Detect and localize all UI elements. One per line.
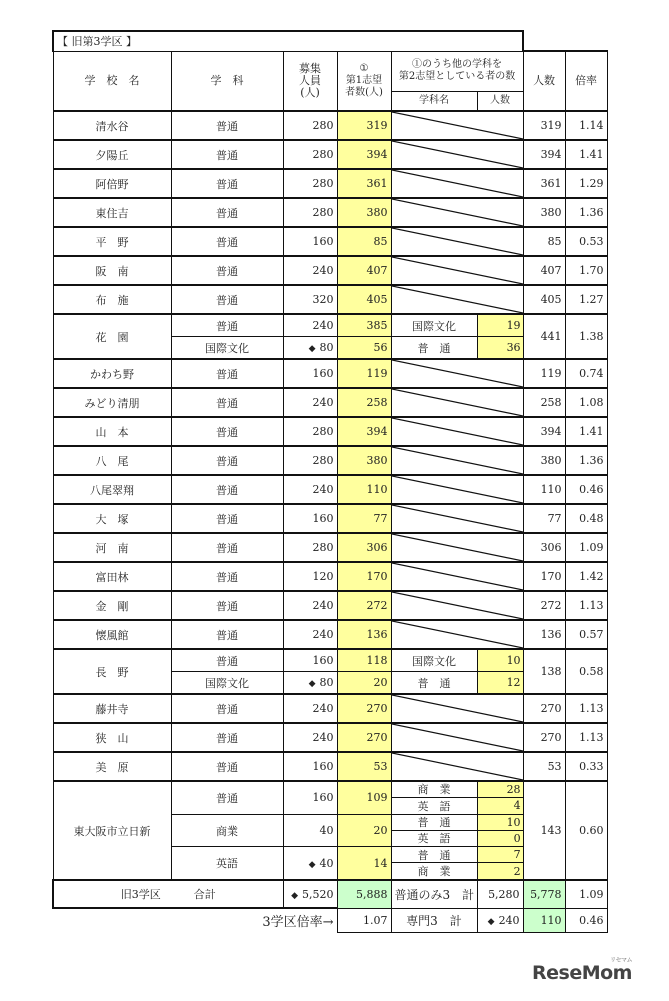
ratio: 0.33 [565, 752, 607, 781]
total-count: 270 [523, 694, 565, 723]
capacity [283, 620, 337, 649]
diamond-mark: ◆ [487, 916, 495, 927]
first-choice-count: 270 [337, 694, 391, 723]
no-second-choice-slash [391, 256, 523, 285]
second-dept-count: 36 [506, 341, 521, 354]
capacity-value: 160 [312, 235, 334, 248]
second-choice-count [477, 672, 523, 695]
first-choice-count: 380 [337, 446, 391, 475]
dept: 商業 [171, 814, 283, 847]
header-first-choice: ① 第1志望 者数(人) [337, 51, 391, 111]
special-label: 専門3 計 [391, 908, 477, 932]
ratio: 0.58 [565, 649, 607, 694]
total-count: 272 [523, 591, 565, 620]
no-second-choice-slash [391, 533, 523, 562]
no-second-choice-slash [391, 169, 523, 198]
capacity [283, 649, 337, 672]
capacity [283, 562, 337, 591]
dept: 普通 [171, 388, 283, 417]
district-title: 【 旧第3学区 】 [53, 31, 523, 51]
diamond-mark: ◆ [308, 859, 316, 870]
school-name: 懐風館 [53, 620, 171, 649]
first-choice-count: 380 [337, 198, 391, 227]
total-count: 380 [523, 198, 565, 227]
capacity [283, 111, 337, 140]
table-row [53, 752, 607, 781]
second-choice-count [477, 337, 523, 360]
capacity-value: 280 [312, 148, 334, 161]
capacity-value: 240 [312, 628, 334, 641]
ratio: 0.53 [565, 227, 607, 256]
dept: 普通 [171, 723, 283, 752]
ratio: 1.08 [565, 388, 607, 417]
capacity [283, 314, 337, 337]
second-dept-name: 普 通 [392, 815, 477, 831]
school-name: かわち野 [53, 359, 171, 388]
ratio: 1.41 [565, 140, 607, 169]
first-choice-count: 85 [337, 227, 391, 256]
ratio: 1.29 [565, 169, 607, 198]
dept: 国際文化 [171, 672, 283, 695]
dept: 普通 [171, 417, 283, 446]
total-count: 258 [523, 388, 565, 417]
summary-row [53, 880, 607, 908]
ratio: 1.27 [565, 285, 607, 314]
table-row [53, 504, 607, 533]
capacity [283, 169, 337, 198]
capacity [283, 388, 337, 417]
capacity [283, 723, 337, 752]
header-school: 学 校 名 [53, 51, 171, 111]
no-second-choice-slash [391, 111, 523, 140]
special-capacity [477, 908, 523, 932]
school-name: 河 南 [53, 533, 171, 562]
second-dept-count: 12 [506, 676, 521, 689]
diamond-mark: ◆ [308, 344, 316, 354]
general-ratio: 1.09 [565, 880, 607, 908]
second-dept-count: 19 [506, 319, 521, 332]
no-second-choice-slash [391, 504, 523, 533]
capacity-value: 240 [498, 913, 520, 927]
no-second-choice-slash [391, 198, 523, 227]
capacity-value: 240 [312, 483, 334, 496]
capacity-value: 160 [312, 791, 334, 805]
ratio: 1.38 [565, 314, 607, 359]
table-row [53, 694, 607, 723]
total-count: 306 [523, 533, 565, 562]
dept: 普通 [171, 694, 283, 723]
table-row [53, 256, 607, 285]
table-row [53, 723, 607, 752]
capacity [283, 475, 337, 504]
no-second-choice-slash [391, 591, 523, 620]
table-row [53, 446, 607, 475]
capacity [283, 446, 337, 475]
logo-text: ReseMom [532, 962, 632, 984]
second-dept-count: 7 [478, 847, 523, 863]
first-choice-count: 405 [337, 285, 391, 314]
first-choice-count: 272 [337, 591, 391, 620]
table-row [53, 649, 607, 672]
second-dept-count: 0 [513, 831, 521, 845]
first-choice-count: 394 [337, 140, 391, 169]
no-second-choice-slash [391, 694, 523, 723]
second-dept-count: 4 [513, 799, 521, 813]
total-count: 361 [523, 169, 565, 198]
school-name: 山 本 [53, 417, 171, 446]
table-row [53, 169, 607, 198]
total-count: 136 [523, 620, 565, 649]
total-count: 319 [523, 111, 565, 140]
capacity-value: 280 [312, 206, 334, 219]
capacity-value: 280 [312, 454, 334, 467]
dept: 普通 [171, 620, 283, 649]
second-dept-name: 国際文化 [412, 319, 456, 333]
second-choice-count [477, 649, 523, 672]
dept: 普通 [171, 533, 283, 562]
dept: 普通 [171, 227, 283, 256]
capacity [283, 781, 337, 814]
total-count: 441 [523, 314, 565, 359]
dept: 普通 [171, 752, 283, 781]
header-capacity: 募集 人員 (人) [283, 51, 337, 111]
summary-first-choice: 5,888 [337, 880, 391, 908]
second-choice-count [477, 781, 523, 814]
first-choice-count: 319 [337, 111, 391, 140]
first-choice-count: 20 [337, 814, 391, 847]
school-name: 阪 南 [53, 256, 171, 285]
total-count: 119 [523, 359, 565, 388]
no-second-choice-slash [391, 388, 523, 417]
first-choice-count: 118 [337, 649, 391, 672]
dept: 普通 [171, 446, 283, 475]
school-name: 平 野 [53, 227, 171, 256]
second-choice-dept [391, 814, 477, 847]
district-ratio: 1.07 [337, 908, 391, 932]
capacity-value: 160 [312, 760, 334, 773]
dept: 普通 [171, 285, 283, 314]
capacity [283, 752, 337, 781]
ratio: 1.09 [565, 533, 607, 562]
school-name: 布 施 [53, 285, 171, 314]
total-count: 394 [523, 140, 565, 169]
school-name: 大 塚 [53, 504, 171, 533]
school-name: 東大阪市立日新 [53, 781, 171, 880]
no-second-choice-slash [391, 475, 523, 504]
second-choice-count [477, 314, 523, 337]
table-row [53, 591, 607, 620]
capacity-value: 40 [319, 824, 334, 838]
capacity [283, 417, 337, 446]
header-ratio: 倍率 [565, 51, 607, 111]
capacity-value: 240 [312, 599, 334, 612]
second-dept-count: 10 [506, 654, 521, 667]
capacity [283, 591, 337, 620]
school-name: 夕陽丘 [53, 140, 171, 169]
district-ratio-label: 3学区倍率→ [262, 915, 334, 931]
no-second-choice-slash [391, 227, 523, 256]
table-row [53, 388, 607, 417]
header-total: 人数 [523, 51, 565, 111]
no-second-choice-slash [391, 562, 523, 591]
school-name: 八 尾 [53, 446, 171, 475]
school-name: みどり清朋 [53, 388, 171, 417]
dept: 普通 [171, 781, 283, 814]
dept: 普通 [171, 475, 283, 504]
dept: 普通 [171, 111, 283, 140]
ratio: 1.70 [565, 256, 607, 285]
no-second-choice-slash [391, 620, 523, 649]
total-count: 110 [523, 475, 565, 504]
second-choice-dept [391, 672, 477, 695]
table-row [53, 140, 607, 169]
second-choice-dept [391, 337, 477, 360]
first-choice-count: 14 [337, 847, 391, 880]
capacity-value: 240 [312, 731, 334, 744]
dept: 普通 [171, 591, 283, 620]
second-choice-dept [391, 314, 477, 337]
no-second-choice-slash [391, 752, 523, 781]
ratio: 1.13 [565, 723, 607, 752]
diamond-mark: ◆ [308, 679, 316, 689]
first-choice-count: 56 [337, 337, 391, 360]
table-row [53, 227, 607, 256]
ratio: 0.46 [565, 475, 607, 504]
first-choice-count: 110 [337, 475, 391, 504]
second-dept-name: 普 通 [392, 847, 477, 863]
second-choice-dept [391, 781, 477, 814]
capacity-value: 240 [312, 702, 334, 715]
capacity-value: 280 [312, 119, 334, 132]
special-ratio: 0.46 [565, 908, 607, 932]
first-choice-count: 119 [337, 359, 391, 388]
school-name: 花 園 [53, 314, 171, 359]
capacity [283, 694, 337, 723]
no-second-choice-slash [391, 417, 523, 446]
table-row [53, 533, 607, 562]
header-second-dept: 学科名 [391, 91, 477, 111]
dept: 普通 [171, 314, 283, 337]
capacity-value: 240 [312, 396, 334, 409]
capacity-value: 160 [312, 654, 334, 667]
first-choice-count: 394 [337, 417, 391, 446]
second-choice-count [477, 847, 523, 880]
ratio: 1.13 [565, 591, 607, 620]
total-count: 53 [523, 752, 565, 781]
header-dept: 学 科 [171, 51, 283, 111]
no-second-choice-slash [391, 723, 523, 752]
first-choice-count: 77 [337, 504, 391, 533]
capacity-value: 240 [312, 264, 334, 277]
table-row [53, 285, 607, 314]
capacity [283, 227, 337, 256]
second-choice-dept [391, 847, 477, 880]
school-name: 富田林 [53, 562, 171, 591]
table-row [53, 475, 607, 504]
capacity [283, 847, 337, 880]
school-name: 八尾翠翔 [53, 475, 171, 504]
ratio: 1.36 [565, 198, 607, 227]
capacity-value: 240 [312, 319, 334, 332]
dept: 普通 [171, 169, 283, 198]
first-choice-count: 109 [337, 781, 391, 814]
dept: 普通 [171, 649, 283, 672]
capacity [283, 140, 337, 169]
table-row [53, 620, 607, 649]
capacity-value: 160 [312, 512, 334, 525]
dept: 普通 [171, 359, 283, 388]
ratio: 0.57 [565, 620, 607, 649]
table-row [53, 359, 607, 388]
dept: 英語 [171, 847, 283, 880]
first-choice-count: 258 [337, 388, 391, 417]
capacity-value: 280 [312, 425, 334, 438]
total-count: 270 [523, 723, 565, 752]
second-dept-name: 普 通 [417, 676, 451, 690]
first-choice-count: 361 [337, 169, 391, 198]
ratio: 0.74 [565, 359, 607, 388]
second-dept-count: 10 [478, 815, 523, 831]
school-name: 長 野 [53, 649, 171, 694]
capacity-value: 160 [312, 367, 334, 380]
table-row [53, 111, 607, 140]
no-second-choice-slash [391, 446, 523, 475]
school-name: 清水谷 [53, 111, 171, 140]
summary-capacity [283, 880, 337, 908]
table-row [53, 562, 607, 591]
ratio: 1.13 [565, 694, 607, 723]
resemom-logo [532, 957, 632, 984]
dept: 普通 [171, 140, 283, 169]
general-capacity: 5,280 [477, 880, 523, 908]
second-dept-name: 英 語 [417, 799, 451, 813]
header-second-count: 人数 [477, 91, 523, 111]
total-count: 394 [523, 417, 565, 446]
capacity-value: 280 [312, 541, 334, 554]
school-name: 美 原 [53, 752, 171, 781]
capacity [283, 337, 337, 360]
header-second-choice: ①のうち他の学科を 第2志望としている者の数 [391, 51, 523, 91]
dept: 国際文化 [171, 337, 283, 360]
district-ratio-row [53, 908, 607, 932]
diamond-mark: ◆ [291, 890, 298, 901]
capacity-value: 80 [319, 341, 334, 354]
capacity-value: 80 [319, 676, 334, 689]
first-choice-count: 407 [337, 256, 391, 285]
school-name: 狭 山 [53, 723, 171, 752]
second-choice-dept [391, 649, 477, 672]
table-row [53, 198, 607, 227]
first-choice-count: 270 [337, 723, 391, 752]
summary-label: 旧3学区 合計 [53, 880, 283, 908]
second-dept-count: 2 [513, 864, 521, 878]
capacity [283, 504, 337, 533]
dept: 普通 [171, 198, 283, 227]
total-count: 138 [523, 649, 565, 694]
first-choice-count: 53 [337, 752, 391, 781]
school-name: 金 剛 [53, 591, 171, 620]
dept: 普通 [171, 256, 283, 285]
capacity-value: 320 [312, 293, 334, 306]
capacity [283, 285, 337, 314]
ratio: 1.36 [565, 446, 607, 475]
table-row [53, 314, 607, 337]
total-count: 170 [523, 562, 565, 591]
special-total: 110 [523, 908, 565, 932]
capacity [283, 359, 337, 388]
total-count: 143 [523, 781, 565, 880]
capacity-value: 120 [312, 570, 334, 583]
total-count: 85 [523, 227, 565, 256]
school-name: 藤井寺 [53, 694, 171, 723]
capacity [283, 256, 337, 285]
total-count: 77 [523, 504, 565, 533]
first-choice-count: 136 [337, 620, 391, 649]
ratio: 0.48 [565, 504, 607, 533]
first-choice-count: 306 [337, 533, 391, 562]
capacity-value: 280 [312, 177, 334, 190]
capacity [283, 533, 337, 562]
general-label: 普通のみ3 計 [391, 880, 477, 908]
capacity-value: 40 [319, 856, 334, 870]
total-count: 405 [523, 285, 565, 314]
table-row [53, 781, 607, 814]
second-dept-count: 28 [478, 782, 523, 798]
dept: 普通 [171, 504, 283, 533]
capacity [283, 814, 337, 847]
ratio: 1.41 [565, 417, 607, 446]
ratio: 1.42 [565, 562, 607, 591]
no-second-choice-slash [391, 359, 523, 388]
general-total: 5,778 [523, 880, 565, 908]
second-dept-name: 商 業 [417, 865, 451, 879]
capacity [283, 672, 337, 695]
ratio: 1.14 [565, 111, 607, 140]
no-second-choice-slash [391, 285, 523, 314]
capacity-value: 5,520 [302, 887, 334, 901]
table-row [53, 417, 607, 446]
first-choice-count: 170 [337, 562, 391, 591]
second-dept-name: 普 通 [417, 341, 451, 355]
first-choice-count: 385 [337, 314, 391, 337]
total-count: 407 [523, 256, 565, 285]
capacity [283, 198, 337, 227]
first-choice-count: 20 [337, 672, 391, 695]
second-dept-name: 商 業 [392, 782, 477, 798]
application-table [52, 30, 608, 933]
ratio: 0.60 [565, 781, 607, 880]
second-dept-name: 英 語 [417, 832, 451, 846]
second-choice-count [477, 814, 523, 847]
total-count: 380 [523, 446, 565, 475]
school-name: 東住吉 [53, 198, 171, 227]
school-name: 阿倍野 [53, 169, 171, 198]
logo-ruby: リセマム [610, 957, 632, 964]
second-dept-name: 国際文化 [412, 654, 456, 668]
no-second-choice-slash [391, 140, 523, 169]
dept: 普通 [171, 562, 283, 591]
